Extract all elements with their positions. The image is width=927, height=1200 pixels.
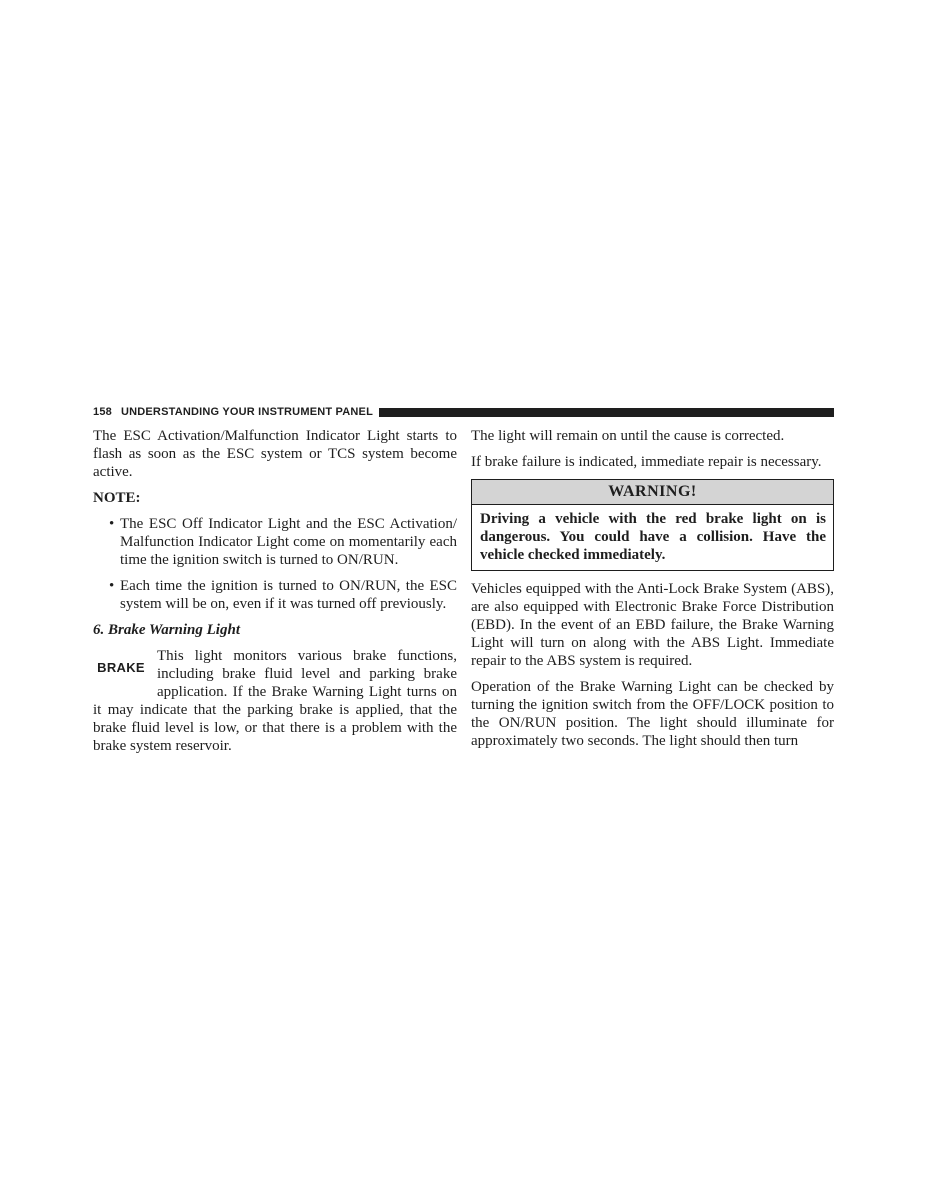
note-bullet-list bbox=[93, 515, 457, 613]
bullet-icon: • bbox=[109, 516, 115, 532]
section-title: UNDERSTANDING YOUR INSTRUMENT PANEL bbox=[120, 406, 374, 418]
warning-box bbox=[471, 479, 834, 571]
warning-title: WARNING! bbox=[472, 480, 833, 505]
warning-body: Driving a vehicle with the red brake light on is dangerous. You could have a collision. Have the vehicle checked immediately. bbox=[480, 511, 826, 563]
operation-check-paragraph: Operation of the Brake Warning Light can be checked by turning the ignition switch from the OFF/LOCK position to the ON/RUN position. The light should illuminate for approximately two seconds. The light should then turn bbox=[471, 679, 834, 749]
list-item bbox=[93, 515, 457, 569]
bullet-text: Each time the ignition is turned to ON/RUN, the ESC system will be on, even if it was turned off previously. bbox=[120, 578, 457, 612]
left-column bbox=[93, 427, 457, 755]
brake-warning-light-heading: 6. Brake Warning Light bbox=[93, 622, 240, 638]
brake-description-block bbox=[93, 647, 457, 755]
light-remains-paragraph: The light will remain on until the cause is corrected. bbox=[471, 428, 785, 444]
brake-failure-paragraph: If brake failure is indicated, immediate repair is necessary. bbox=[471, 454, 822, 470]
brake-warning-icon: BRAKE bbox=[97, 660, 145, 675]
note-label: NOTE: bbox=[93, 490, 141, 506]
right-column bbox=[471, 427, 834, 758]
page-header bbox=[93, 405, 834, 419]
bullet-icon: • bbox=[109, 578, 115, 594]
list-item bbox=[93, 577, 457, 613]
abs-ebd-paragraph: Vehicles equipped with the Anti-Lock Brake System (ABS), are also equipped with Electronic Brake Force Distribution (EBD). In the event of an EBD failure, the Brake Warning Light will turn on along with the ABS Light. Immediate repair to the ABS system is required. bbox=[471, 581, 834, 669]
header-rule bbox=[379, 408, 834, 417]
bullet-text: The ESC Off Indicator Light and the ESC Activation/ Malfunction Indicator Light come on momentarily each time the ignition switch is turned to ON/RUN. bbox=[120, 516, 457, 568]
esc-intro-paragraph: The ESC Activation/Malfunction Indicator Light starts to flash as soon as the ESC system or TCS system become active. bbox=[93, 428, 457, 480]
brake-description-text: This light monitors various brake functions, including brake fluid level and parking brake application. If the Brake Warning Light turns on it may indicate that the parking brake is applied, that the brake fluid level is low, or that there is a problem with the brake system reservoir. bbox=[93, 648, 457, 754]
page-number: 158 bbox=[93, 406, 112, 418]
